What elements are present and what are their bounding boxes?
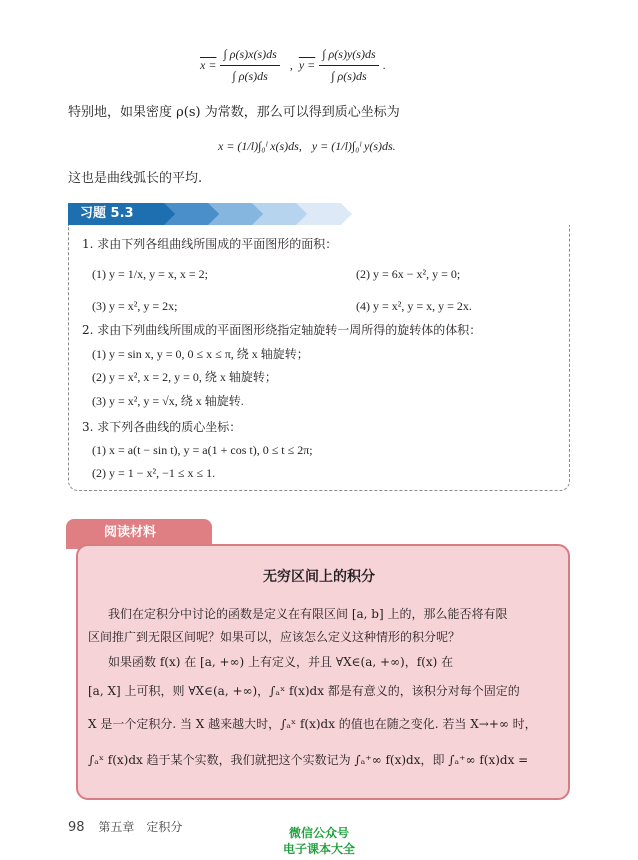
centroid-y-numerator: ∫ ρ(s)y(s)ds [319, 47, 378, 66]
watermark-line-1: 微信公众号 [288, 826, 349, 840]
question-3-part-1: (1) x = a(t − sin t), y = a(1 + cos t), 0 ≤ t ≤ 2π; [92, 443, 313, 457]
reading-para-2-line-2: [a, X] 上可积，则 ∀X∈(a, +∞)，∫ₐˣ f(x)dx 都是有意义的，该积分对每个固定的 [88, 684, 520, 698]
question-1-part-1: (1) y = 1/x, y = x, x = 2; [92, 267, 208, 281]
question-1-part-2: (2) y = 6x − x², y = 0; [356, 267, 461, 281]
centroid-y-fraction [319, 47, 378, 84]
centroid-x-denominator: ∫ ρ(s)ds [232, 68, 268, 83]
question-3-part-2: (2) y = 1 − x², −1 ≤ x ≤ 1. [92, 466, 216, 480]
question-3: 3. 求下列各曲线的质心坐标： [82, 420, 242, 434]
uniform-x-formula: x = (1/l)∫₀ˡ x(s)ds, [218, 138, 302, 153]
reading-para-2-line-3: X 是一个定积分. 当 X 越来越大时，∫ₐˣ f(x)dx 的值也在随之变化. 若当 X→+∞ 时， [88, 717, 537, 731]
question-2-part-3: (3) y = x², y = √x, 绕 x 轴旋转. [92, 394, 244, 408]
centroid-x-lhs: x = [200, 57, 217, 72]
reading-para-1-line-2: 区间推广到无限区间呢？如果可以，应该怎么定义这种情形的积分呢？ [88, 630, 461, 644]
question-2-part-1: (1) y = sin x, y = 0, 0 ≤ x ≤ π, 绕 x 轴旋转； [92, 347, 309, 361]
centroid-x-numerator: ∫ ρ(s)x(s)ds [220, 47, 279, 66]
question-1-part-3: (3) y = x², y = 2x; [92, 299, 178, 313]
page-number: 98 [68, 820, 85, 835]
watermark-line-2: 电子课本大全 [282, 842, 355, 856]
question-2: 2. 求由下列曲线所围成的平面图形绕指定轴旋转一周所得的旋转体的体积： [82, 323, 482, 337]
reading-para-2-line-1: 如果函数 f(x) 在 [a, +∞) 上有定义，并且 ∀X∈(a, +∞)，f(x) 在 [108, 655, 454, 669]
exercise-title: 习题 5.3 [68, 203, 176, 225]
exercise-banner [68, 203, 352, 225]
uniform-y-formula: y = (1/l)∫₀ˡ y(s)ds. [311, 138, 396, 153]
question-2-part-2: (2) y = x², x = 2, y = 0, 绕 x 轴旋转； [92, 370, 277, 384]
centroid-y-lhs: y = [298, 57, 316, 72]
reading-para-2-line-4: ∫ₐˣ f(x)dx 趋于某个实数，我们就把这个实数记为 ∫ₐ⁺∞ f(x)dx，即 ∫ₐ⁺∞ f(x)dx = [88, 753, 529, 767]
centroid-formula-weighted: x = $\frac{\int \rho(s)x(s)ds}{\int \rho(s)ds}$ , y = $\frac{\int \rho(s)y(s)ds}{\int \rho(s)ds}$ . [200, 46, 386, 83]
centroid-x-fraction [220, 47, 279, 84]
question-1-part-4: (4) y = x², y = x, y = 2x. [356, 299, 472, 313]
centroid-y-denominator: ∫ ρ(s)ds [331, 68, 367, 83]
chapter-label: 第五章 定积分 [98, 820, 183, 834]
special-case-text: 特别地，如果密度 ρ(s) 为常数，那么可以得到质心坐标为 [68, 105, 400, 120]
reading-para-1-line-1: 我们在定积分中讨论的函数是定义在有限区间 [a, b] 上的，那么能否将有限 [108, 607, 508, 621]
reading-title: 无穷区间上的积分 [263, 569, 375, 585]
average-text: 这也是曲线弧长的平均. [68, 171, 203, 186]
centroid-formula-uniform [218, 128, 396, 164]
reading-tab: 阅读材料 [66, 519, 212, 549]
question-1: 1. 求由下列各组曲线所围成的平面图形的面积： [82, 237, 338, 251]
